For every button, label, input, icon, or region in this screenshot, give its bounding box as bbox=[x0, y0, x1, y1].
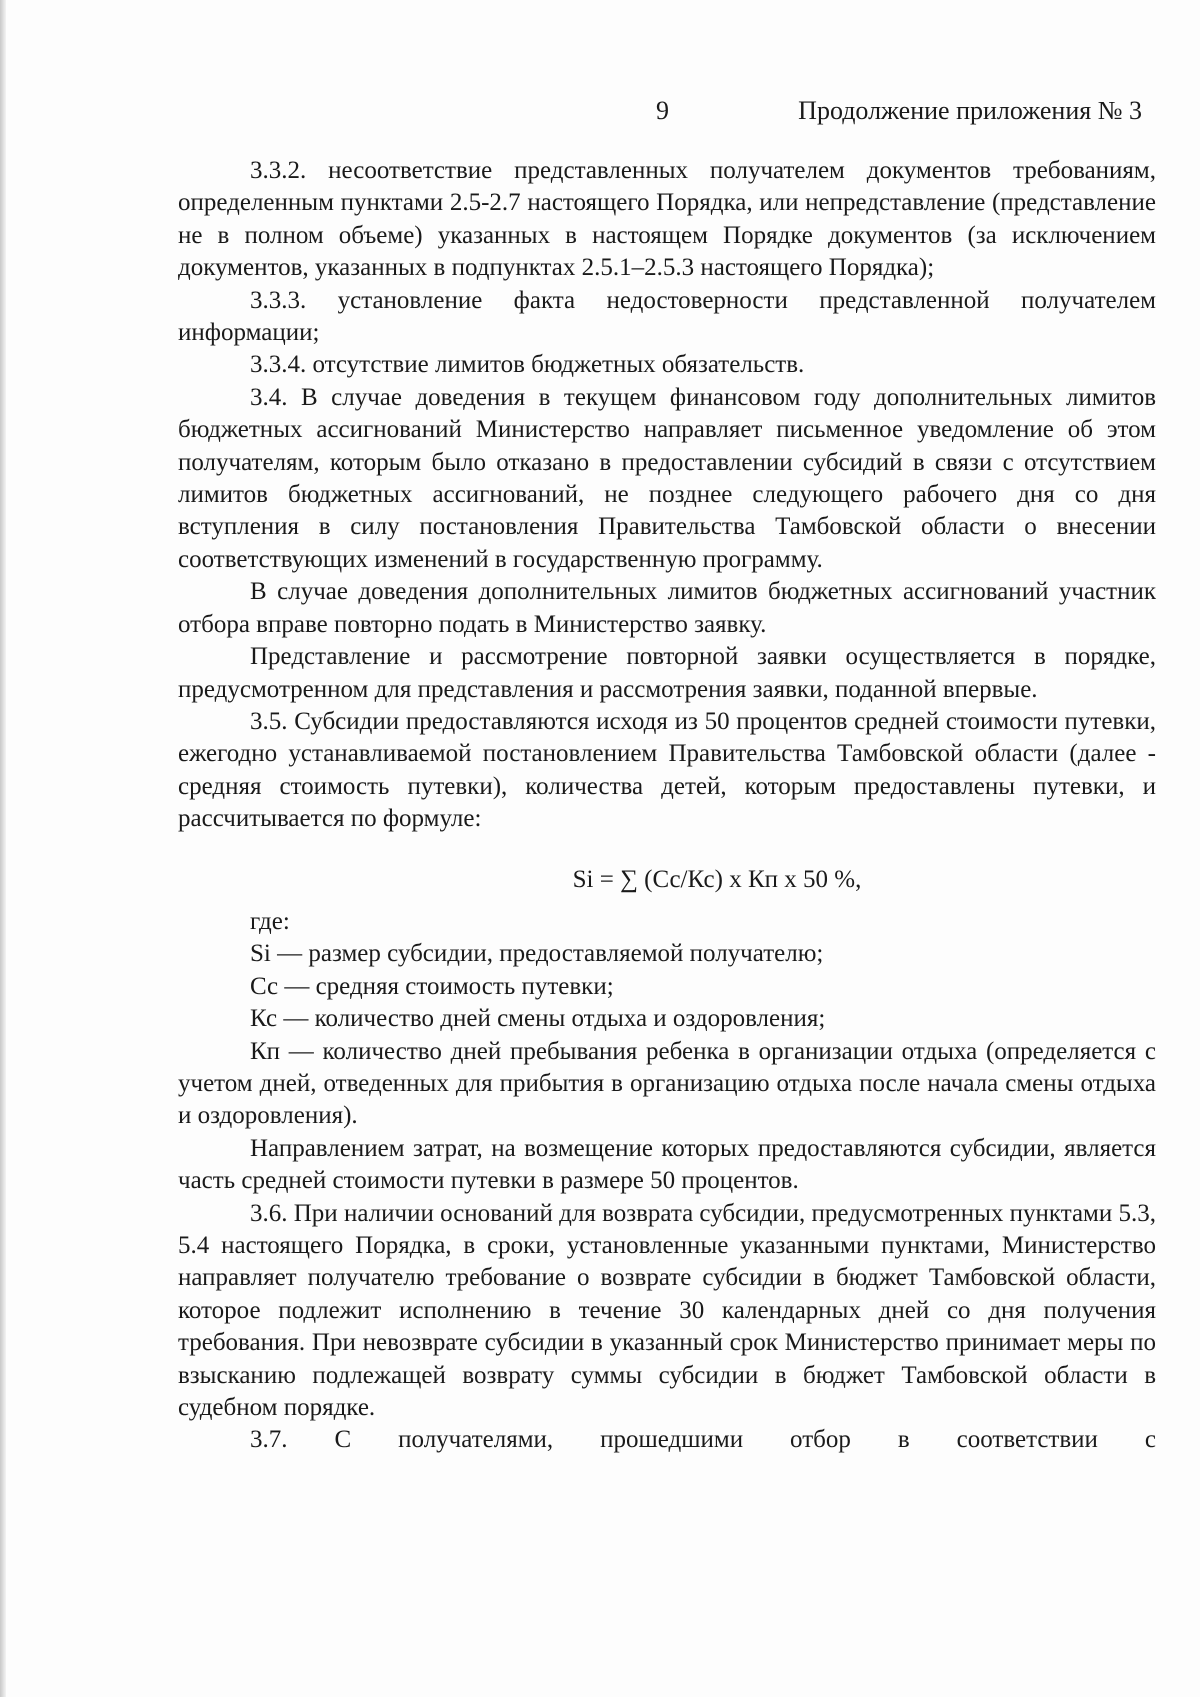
definition-cc: Сс — средняя стоимость путевки; bbox=[250, 972, 614, 1000]
paragraph-additional-limits: В случае доведения дополнительных лимитов бюджетных ассигнований участник отбора вправе повторно подать в Министерство заявку. bbox=[178, 578, 1156, 638]
paragraph-3-3-2: 3.3.2. несоответствие представленных получателем документов требованиям, определенным пунктами 2.5-2.7 настоящего Порядка, или непредставление (представление не в полном объеме) указанных в настоящем Порядке документов (за исключением документов, указанных в подпунктах 2.5.1–2.5.3 настоящего Порядка); bbox=[178, 157, 1156, 282]
paragraph-3-3-3: 3.3.3. установление факта недостоверности представленной получателем информации; bbox=[178, 286, 1156, 347]
page-number: 9 bbox=[656, 96, 669, 125]
subsidy-formula: Si = ∑ (Сс/Кс) х Кп х 50 %, bbox=[572, 865, 862, 893]
document-body bbox=[178, 155, 1156, 1457]
paragraph-3-4: 3.4. В случае доведения в текущем финансовом году дополнительных лимитов бюджетных ассигнований Министерство направляет письменное уведомление об этом получателям, которым было отказано в предоставлении субсидий в связи с отсутствием лимитов бюджетных ассигнований, не позднее следующего рабочего дня со дня вступления в силу постановления Правительства Тамбовской области о внесении соответствующих изменений в государственную программу. bbox=[178, 383, 1156, 573]
running-header: Продолжение приложения № 3 bbox=[798, 96, 1142, 125]
paragraph-3-6: 3.6. При наличии оснований для возврата субсидии, предусмотренных пунктами 5.3, 5.4 настоящего Порядка, в сроки, установленные указанными пунктами, Министерство направляет получателю требование о возврате субсидии в бюджет Тамбовской области, которое подлежит исполнению в течение 30 календарных дней со дня получения требования. При невозврате субсидии в указанный срок Министерство принимает меры по взысканию подлежащей возврату суммы субсидии в бюджет Тамбовской области в судебном порядке. bbox=[178, 1199, 1156, 1422]
paragraph-3-7: 3.7. С получателями, прошедшими отбор в соответствии с bbox=[250, 1426, 1156, 1454]
paragraph-3-5: 3.5. Субсидии предоставляются исходя из 50 процентов средней стоимости путевки, ежегодно устанавливаемой постановлением Правительства Тамбовской области (далее - средняя стоимость путевки), количества детей, которым предоставлены путевки, и рассчитывается по формуле: bbox=[178, 707, 1156, 833]
paragraph-cost-direction: Направлением затрат, на возмещение которых предоставляются субсидии, является часть средней стоимости путевки в размере 50 процентов. bbox=[178, 1134, 1156, 1195]
definition-kc: Кс — количество дней смены отдыха и оздоровления; bbox=[250, 1005, 826, 1033]
definition-kp: Кп — количество дней пребывания ребенка в организации отдыха (определяется с учетом дней, отведенных для прибытия в организацию отдыха после начала смены отдыха и оздоровления). bbox=[178, 1037, 1156, 1130]
where-label: где: bbox=[250, 907, 290, 935]
paragraph-3-3-4: 3.3.4. отсутствие лимитов бюджетных обязательств. bbox=[250, 351, 805, 379]
scan-edge bbox=[0, 0, 6, 1697]
definition-si: Si — размер субсидии, предоставляемой получателю; bbox=[250, 940, 824, 968]
paragraph-repeat-application: Представление и рассмотрение повторной заявки осуществляется в порядке, предусмотренном для представления и рассмотрения заявки, поданной впервые. bbox=[178, 643, 1156, 703]
